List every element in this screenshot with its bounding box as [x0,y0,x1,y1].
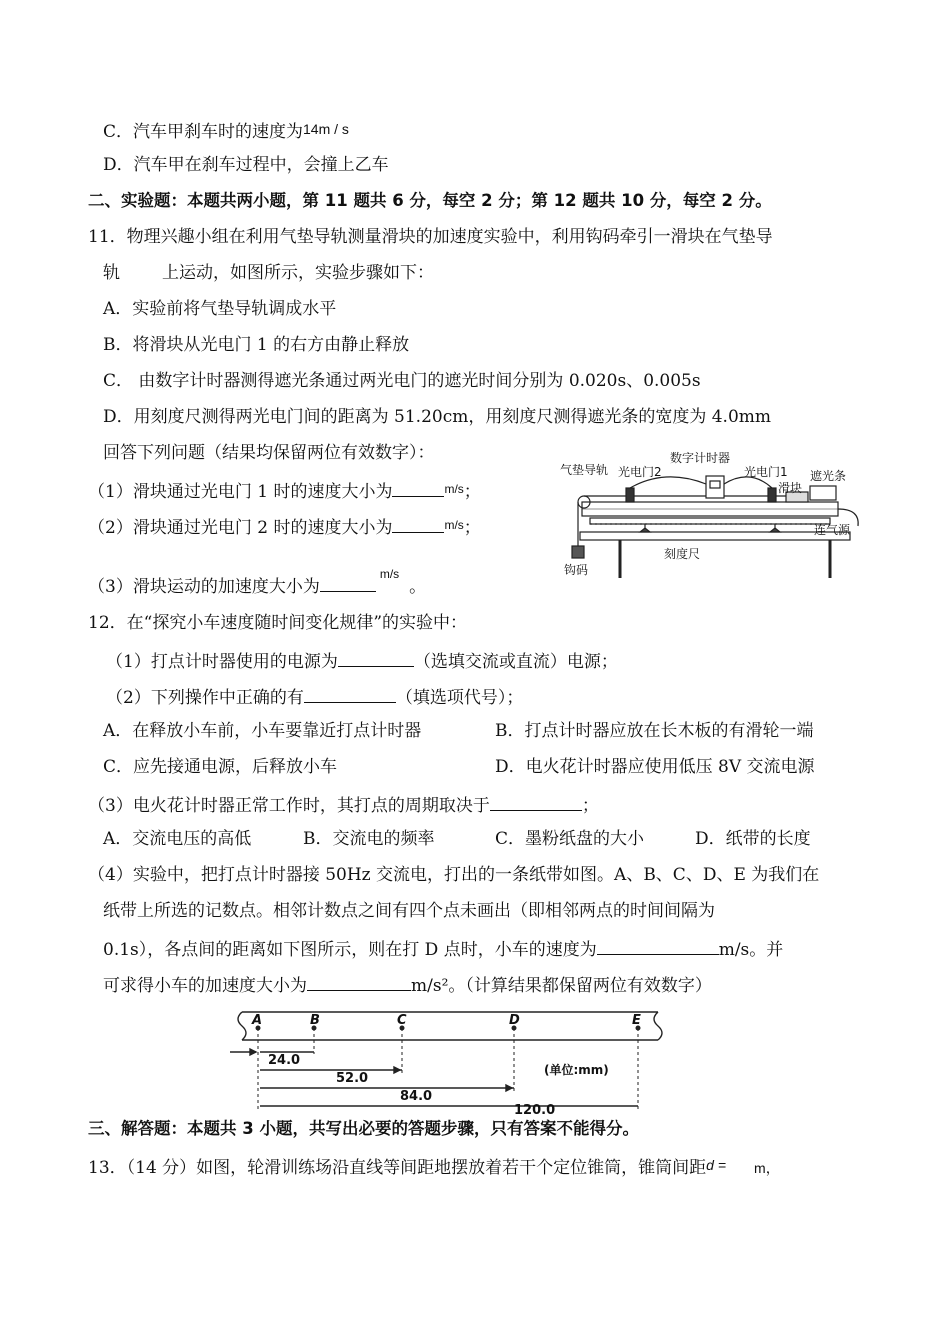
paper-tape-figure [226,1008,672,1114]
option-c-text: C．汽车甲刹车时的速度为 [103,122,304,142]
label-ruler: 刻度尺 [664,547,701,561]
q12-p3-text: （3）电火花计时器正常工作时，其打点的周期取决于 [88,796,490,816]
tape-unit: (单位:mm) [544,1063,609,1077]
tape-distance-ad: 84.0 [400,1089,433,1104]
q11-question-3 [88,563,426,598]
q11-stem-line1: 11．物理兴趣小组在利用气垫导轨测量滑块的加速度实验中，利用钩码牵引一滑块在气垫导 [88,227,773,247]
tape-point-c: C [397,1013,407,1028]
q12-p2-option-d: D．电火花计时器应使用低压 8V 交流电源 [495,757,815,777]
q11-q1-blank[interactable] [392,478,444,497]
air-track-figure [560,446,870,582]
q11-q1-unit: m/s [444,482,464,496]
q12-p3-option-d: D．纸带的长度 [695,829,811,849]
tape-point-e: E [632,1013,641,1028]
q12-p2-option-b: B．打点计时器应放在长木板的有滑轮一端 [495,721,814,741]
q11-q3-unit: m/s [379,567,400,581]
q12-p3-option-a: A．交流电压的高低 [103,829,252,849]
q12-p4-velocity-unit: m/s。并 [718,940,784,960]
q12-part1 [106,648,618,673]
label-timer: 数字计时器 [670,451,731,465]
q11-question-1 [88,478,481,503]
q12-p2-blank[interactable] [304,684,396,703]
q11-answer-note: 回答下列问题（结果均保留两位有效数字）： [103,443,435,463]
q12-part2 [106,684,523,709]
q12-p4-line1: （4）实验中，把打点计时器接 50Hz 交流电，打出的一条纸带如图。A、B、C、D、E 为我们在 [88,865,820,885]
table-top [580,532,850,540]
q11-q3-end: 。 [409,577,427,597]
tape-point-a: A [252,1013,263,1028]
weight [572,546,584,558]
q12-velocity-blank[interactable] [597,936,719,955]
q12-p4-line2: 纸带上所选的记数点。相邻计数点之间有四个点未画出（即相邻两点的时间间隔为 [103,901,715,921]
q13-variable: d = [706,1157,727,1173]
tape-distance-ab: 24.0 [268,1053,301,1068]
label-shade: 遮光条 [810,469,847,483]
tape-point-d: D [509,1013,520,1028]
q11-q2-text: （2）滑块通过光电门 2 时的速度大小为 [88,518,393,538]
q12-p3-option-b: B．交流电的频率 [303,829,435,849]
q12-p2-text: （2）下列操作中正确的有 [106,688,304,708]
q11-q2-unit: m/s [444,518,464,532]
q12-p4-velocity-text: 0.1s），各点间的距离如下图所示，则在打 D 点时，小车的速度为 [103,940,597,960]
label-gate1: 光电门1 [744,465,788,479]
q11-question-2 [88,514,481,539]
q12-p4-accel-unit: m/s²。（计算结果都保留两位有效数字） [411,976,712,996]
q12-p1-blank[interactable] [338,648,414,667]
q12-p3-option-c: C．墨粉纸盘的大小 [495,829,645,849]
photogate-2 [626,488,634,502]
option-c-value: 14m / s [303,121,349,137]
q12-p2-option-c: C．应先接通电源，后释放小车 [103,757,338,777]
q11-step-d: D．用刻度尺测得两光电门间的距离为 51.20cm，用刻度尺测得遮光条的宽度为 4.0mm [103,407,772,427]
q11-step-a: A．实验前将气垫导轨调成水平 [103,299,337,319]
q10-option-c [103,118,349,143]
q11-q3-blank[interactable] [320,573,376,592]
section2-heading: 二、实验题：本题共两小题，第 11 题共 6 分，每空 2 分；第 12 题共 10 分，每空 2 分。 [88,191,772,210]
q11-stem-rest: 上运动，如图所示，实验步骤如下： [162,263,434,283]
tape-break-right [654,1012,662,1040]
q11-stem-line2 [103,262,434,284]
q12-accel-blank[interactable] [307,972,411,991]
q11-step-b: B．将滑块从光电门 1 的右方由静止释放 [103,335,410,355]
q13-text: 13．（14 分）如图，轮滑训练场沿直线等间距地摆放着若干个定位锥筒，锥筒间距 [88,1158,707,1178]
q11-q1-text: （1）滑块通过光电门 1 时的速度大小为 [88,482,393,502]
label-air: 连气源 [814,523,851,537]
photogate-1 [768,488,776,502]
label-gate2: 光电门2 [618,465,662,479]
digital-timer [706,476,724,498]
tape-distance-ae: 120.0 [514,1103,556,1114]
q12-p2-option-a: A．在释放小车前，小车要靠近打点计时器 [103,721,422,741]
section3-heading: 三、解答题：本题共 3 小题，共写出必要的答题步骤，只有答案不能得分。 [88,1119,639,1138]
label-slider: 滑块 [778,481,803,495]
tape-distance-ac: 52.0 [336,1071,369,1086]
q12-p1-tail: （选填交流或直流）电源； [413,652,618,672]
q11-q3-text: （3）滑块运动的加速度大小为 [88,577,320,597]
tape-point-b: B [310,1013,320,1028]
tape-break-left [238,1012,246,1040]
q10-option-d: D．汽车甲在刹车过程中，会撞上乙车 [103,155,389,175]
q13-unit: m， [754,1160,780,1176]
label-rail: 气垫导轨 [560,463,609,477]
q12-p4-line4 [103,972,712,997]
ruler [590,518,830,524]
q12-p4-accel-text: 可求得小车的加速度大小为 [103,976,307,996]
q11-step-c: C． 由数字计时器测得遮光条通过两光电门的遮光时间分别为 0.020s、0.005s [103,371,701,391]
shading-strip [810,486,836,500]
tape-edges [242,1012,658,1040]
q12-p3-blank[interactable] [490,792,582,811]
q12-p2-tail: （填选项代号）； [395,688,524,708]
q11-stem-rail: 轨 [103,263,120,283]
q11-q2-blank[interactable] [392,514,444,533]
q11-q2-end: ； [463,518,481,538]
q12-p1-text: （1）打点计时器使用的电源为 [106,652,338,672]
q13-stem [88,1154,780,1179]
q12-stem: 12．在“探究小车速度随时间变化规律”的实验中： [88,613,468,633]
label-weight: 钩码 [564,563,589,577]
q12-p3-tail: ； [581,796,599,816]
q12-p4-line3 [103,936,783,961]
q11-q1-end: ； [463,482,481,502]
q12-part3 [88,792,599,817]
